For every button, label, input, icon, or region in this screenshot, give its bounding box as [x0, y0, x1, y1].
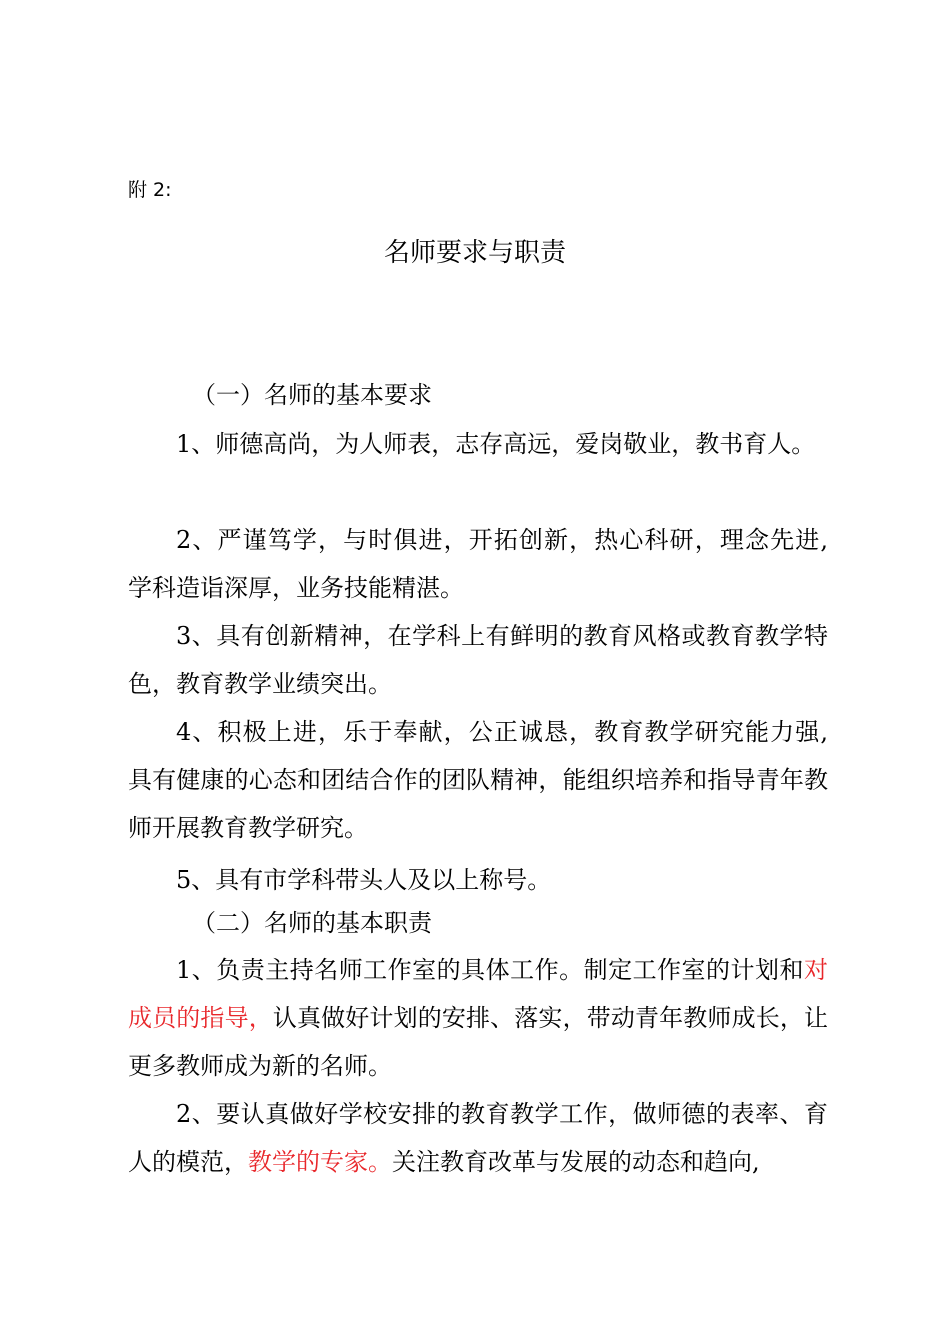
attachment-label: 附 2: — [128, 179, 172, 201]
section2-item-1-highlight: 对成员的指导， — [128, 956, 828, 1032]
section1-item-1: 1、师德高尚，为人师表，志存高远，爱岗敬业，教书育人。 — [176, 430, 816, 458]
section2-item-2-text-after: 关注教育改革与发展的动态和趋向, — [392, 1148, 760, 1176]
section1-item-4: 4、积极上进，乐于奉献，公正诚恳，教育教学研究能力强, 具有健康的心态和团结合作的团队精神，能组织培养和指导青年教师开展教育教学研究。 — [128, 718, 828, 842]
section2-item-1 — [128, 946, 828, 1090]
section2-item-1-text-after: 认真做好计划的安排、落实，带动青年教师成长，让更多教师成为新的名师。 — [128, 1004, 829, 1080]
section2-item-2-highlight: 教学的专家。 — [248, 1148, 392, 1176]
section2-item-2 — [128, 1090, 828, 1186]
document-title: 名师要求与职责 — [383, 238, 566, 268]
section1-item-5: 5、具有市学科带头人及以上称号。 — [176, 866, 552, 894]
section1-item-3: 3、具有创新精神，在学科上有鲜明的教育风格或教育教学特色，教育教学业绩突出。 — [128, 622, 828, 698]
section2-item-1-text-before: 1、负责主持名师工作室的具体工作。制定工作室的计划和 — [176, 956, 804, 984]
section2-heading: （二）名师的基本职责 — [192, 909, 432, 937]
section1-heading: （一）名师的基本要求 — [192, 381, 432, 409]
section2-item-2-text-before: 2、要认真做好学校安排的教育教学工作，做师德的表率、育人的模范， — [128, 1100, 828, 1176]
section1-item-2: 2、严谨笃学，与时俱进，开拓创新，热心科研，理念先进, 学科造诣深厚，业务技能精湛。 — [128, 526, 828, 602]
